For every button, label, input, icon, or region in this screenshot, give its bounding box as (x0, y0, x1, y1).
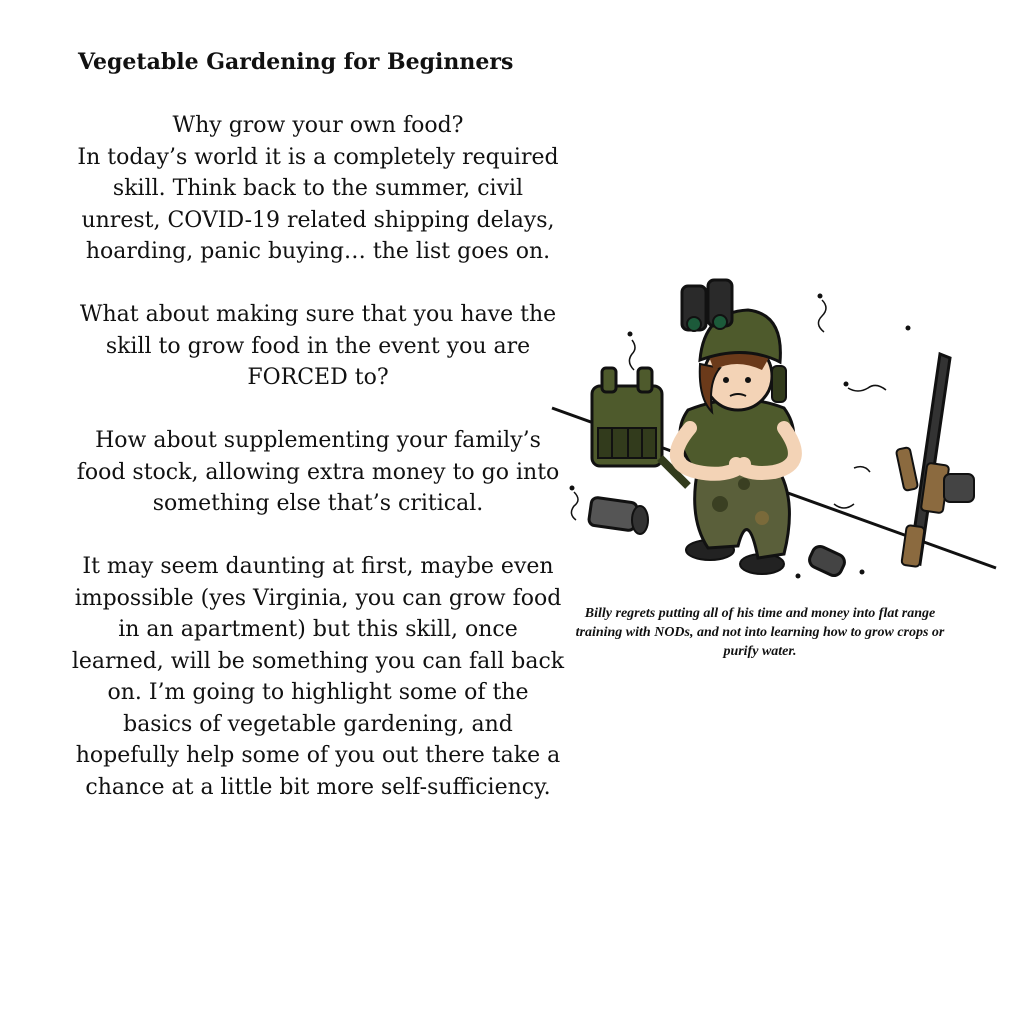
backpack-icon (592, 368, 688, 486)
cartoon-illustration (548, 268, 1000, 586)
article-title: Vegetable Gardening for Beginners (78, 49, 514, 75)
can-icon (588, 497, 648, 534)
paragraph-4: It may seem daunting at first, maybe even impossible (yes Virginia, you can grow food in an apartment) but this skill, once learned, will be something you can fall back on. I’m going to highlight some of the basics of vegetable gardening, and hopefully help some of you out there take a chance at a little bit more self-sufficiency. (71, 554, 565, 800)
figure-caption: Billy regrets putting all of his time and money into flat range training with NODs, and not into learning how to grow crops or purify water. (575, 606, 945, 659)
paragraph-1: Why grow your own food? In today’s world it is a completely required skill. Think back to the summer, civil unrest, COVID-19 related shipping delays, hoarding, panic buying… the list goes on. (77, 113, 559, 264)
article-body (70, 110, 566, 803)
soldier-character (677, 280, 795, 574)
paragraph-3: How about supplementing your family’s food stock, allowing extra money to go into something else that’s critical. (76, 428, 560, 516)
night-vision-icon (682, 280, 732, 331)
paragraph-2: What about making sure that you have the skill to grow food in the event you are FORCED to? (79, 302, 557, 390)
rifle-icon (896, 354, 974, 567)
grenade-icon (807, 544, 847, 578)
